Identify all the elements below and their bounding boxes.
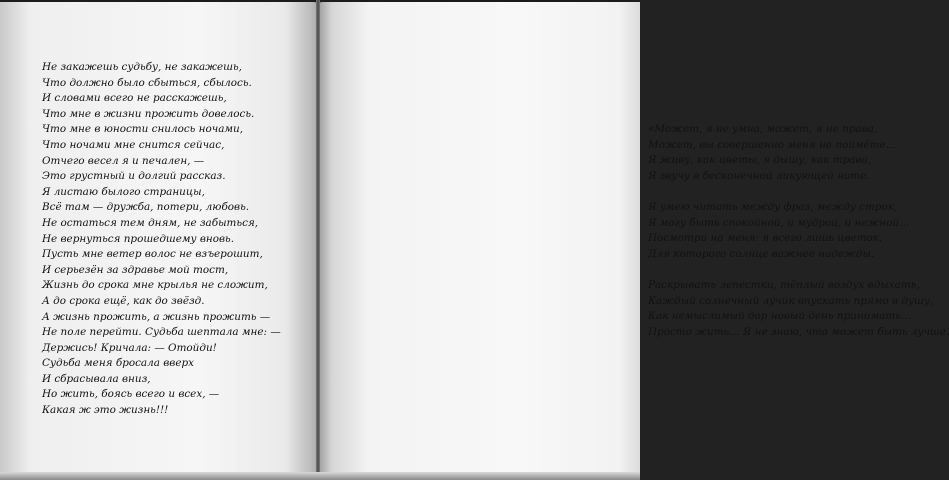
poem-line: Каждый солнечный лучик впускать прямо в душу, <box>648 294 934 307</box>
poem-line: Что ночами мне снится сейчас, <box>42 138 225 151</box>
poem-line: Жизнь до срока мне крылья не сложит, <box>42 279 268 292</box>
poem-line: Что должно было сбыться, сбылось. <box>42 76 252 89</box>
stanza <box>648 200 949 262</box>
right-page <box>318 2 949 478</box>
poem-line: Я умею читать между фраз, между строк, <box>648 200 898 213</box>
left-poem <box>42 60 281 419</box>
poem-line: Я живу, как цветы, я дышу, как трава, <box>648 154 872 167</box>
poem-line: А до срока ещё, как до звёзд. <box>42 294 205 307</box>
poem-line: Я могу быть спокойной, и мудрой, и нежной… <box>648 216 910 229</box>
poem-line: Судьба меня бросала вверх <box>42 357 194 370</box>
poem-line: Я звучу в бесконечной ликующей ноте. <box>648 169 870 182</box>
poem-line: Как немыслимый дар новый день принимать… <box>648 310 912 323</box>
poem-line: «Может, я не умна, может, я не права, <box>648 123 878 135</box>
poem-line: Всё там — дружба, потери, любовь. <box>42 201 250 214</box>
poem-line: И словами всего не расскажешь, <box>42 92 227 105</box>
stanza <box>648 278 949 340</box>
poem-line: Может, вы совершенно меня не поймёте… <box>648 138 897 151</box>
stanza <box>648 122 949 184</box>
poem-line: И серьезён за здравье мой тост, <box>42 263 229 276</box>
book-spine <box>316 0 320 480</box>
poem-line: Какая ж это жизнь!!! <box>42 404 169 417</box>
poem-line: Раскрывать лепестки, тёплый воздух вдыхать, <box>648 278 920 291</box>
poem-line: Держись! Кричала: — Отойди! <box>42 341 217 354</box>
poem-line: Просто жить… Я не знаю, что может быть лучше. <box>648 325 949 338</box>
poem-line: И сбрасывала вниз, <box>42 372 151 385</box>
poem-line: Не закажешь судьбу, не закажешь, <box>42 61 242 73</box>
poem-line: А жизнь прожить, а жизнь прожить — <box>42 310 271 323</box>
poem-line: Я листаю былого страницы, <box>42 185 205 198</box>
poem-line: Не поле перейти. Судьба шептала мне: — <box>42 326 281 339</box>
poem-line: Что мне в жизни прожить довелось. <box>42 107 255 120</box>
poem-line: Не остаться тем дням, не забыться, <box>42 216 259 229</box>
right-poem <box>648 122 949 340</box>
left-page <box>0 2 318 478</box>
poem-line: Что мне в юности снилось ночами, <box>42 123 243 136</box>
poem-line: Но жить, боясь всего и всех, — <box>42 388 220 401</box>
poem-line: Это грустный и долгий рассказ. <box>42 170 226 183</box>
poem-line: Отчего весел я и печален, — <box>42 154 205 167</box>
page-edge <box>0 472 640 480</box>
poem-line: Не вернуться прошедшему вновь. <box>42 232 235 245</box>
poem-line: Для которого солнце важнее надежды. <box>648 247 875 260</box>
poem-line: Пусть мне ветер волос не взъерошит, <box>42 248 263 261</box>
poem-line: Посмотри на меня: я всего лишь цветок, <box>648 232 883 245</box>
